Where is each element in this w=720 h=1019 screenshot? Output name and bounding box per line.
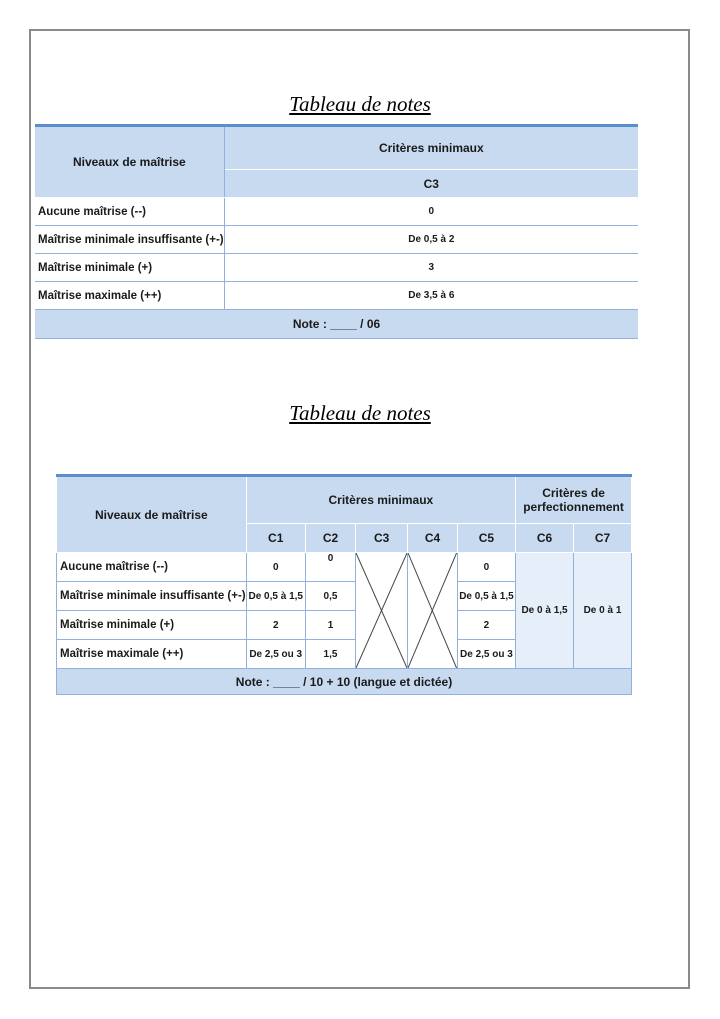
c5-value: De 0,5 à 1,5 [457, 582, 515, 611]
table2-title: Tableau de notes [289, 401, 431, 425]
header-c2: C2 [305, 524, 355, 553]
header-c3: C3 [356, 524, 408, 553]
level-label: Maîtrise minimale (+) [35, 254, 224, 282]
c5-value: 0 [457, 553, 515, 582]
score-value: 0 [224, 198, 638, 226]
level-label: Maîtrise minimale insuffisante (+-) [35, 226, 224, 254]
c2-value: 1 [305, 611, 355, 640]
score-value: De 3,5 à 6 [224, 282, 638, 310]
grade-table-1 [35, 124, 638, 339]
level-label: Maîtrise minimale insuffisante (+-) [57, 582, 247, 611]
header-levels: Niveaux de maîtrise [35, 126, 224, 198]
c4-crossed-cell [408, 553, 458, 669]
level-label: Maîtrise minimale (+) [57, 611, 247, 640]
table-row [35, 226, 638, 254]
c2-value: 0 [305, 553, 355, 582]
c1-value: 2 [246, 611, 305, 640]
grade-table-2 [56, 474, 632, 695]
header-c5: C5 [457, 524, 515, 553]
level-label: Aucune maîtrise (--) [57, 553, 247, 582]
c5-value: De 2,5 ou 3 [457, 640, 515, 669]
c1-value: De 2,5 ou 3 [246, 640, 305, 669]
table-row [35, 198, 638, 226]
c3-crossed-cell [356, 553, 408, 669]
c6-value: De 0 à 1,5 [516, 553, 574, 669]
table-row [35, 282, 638, 310]
table-row [57, 553, 632, 582]
level-label: Maîtrise maximale (++) [35, 282, 224, 310]
c2-value: 0,5 [305, 582, 355, 611]
header-c4: C4 [408, 524, 458, 553]
score-value: De 0,5 à 2 [224, 226, 638, 254]
level-label: Aucune maîtrise (--) [35, 198, 224, 226]
note-line: Note : ____ / 10 + 10 (langue et dictée) [57, 669, 632, 695]
c1-value: De 0,5 à 1,5 [246, 582, 305, 611]
header-min-criteria: Critères minimaux [246, 476, 515, 524]
table1-title: Tableau de notes [289, 92, 431, 116]
c5-value: 2 [457, 611, 515, 640]
header-levels: Niveaux de maîtrise [57, 476, 247, 553]
header-c1: C1 [246, 524, 305, 553]
header-c6: C6 [516, 524, 574, 553]
header-criterion-c3: C3 [224, 170, 638, 198]
note-line: Note : ____ / 06 [35, 310, 638, 339]
header-criteria: Critères minimaux [224, 126, 638, 170]
c1-value: 0 [246, 553, 305, 582]
c2-value: 1,5 [305, 640, 355, 669]
c7-value: De 0 à 1 [573, 553, 631, 669]
table-row [35, 254, 638, 282]
score-value: 3 [224, 254, 638, 282]
header-perf-criteria: Critères de perfectionnement [516, 476, 632, 524]
header-c7: C7 [573, 524, 631, 553]
level-label: Maîtrise maximale (++) [57, 640, 247, 669]
